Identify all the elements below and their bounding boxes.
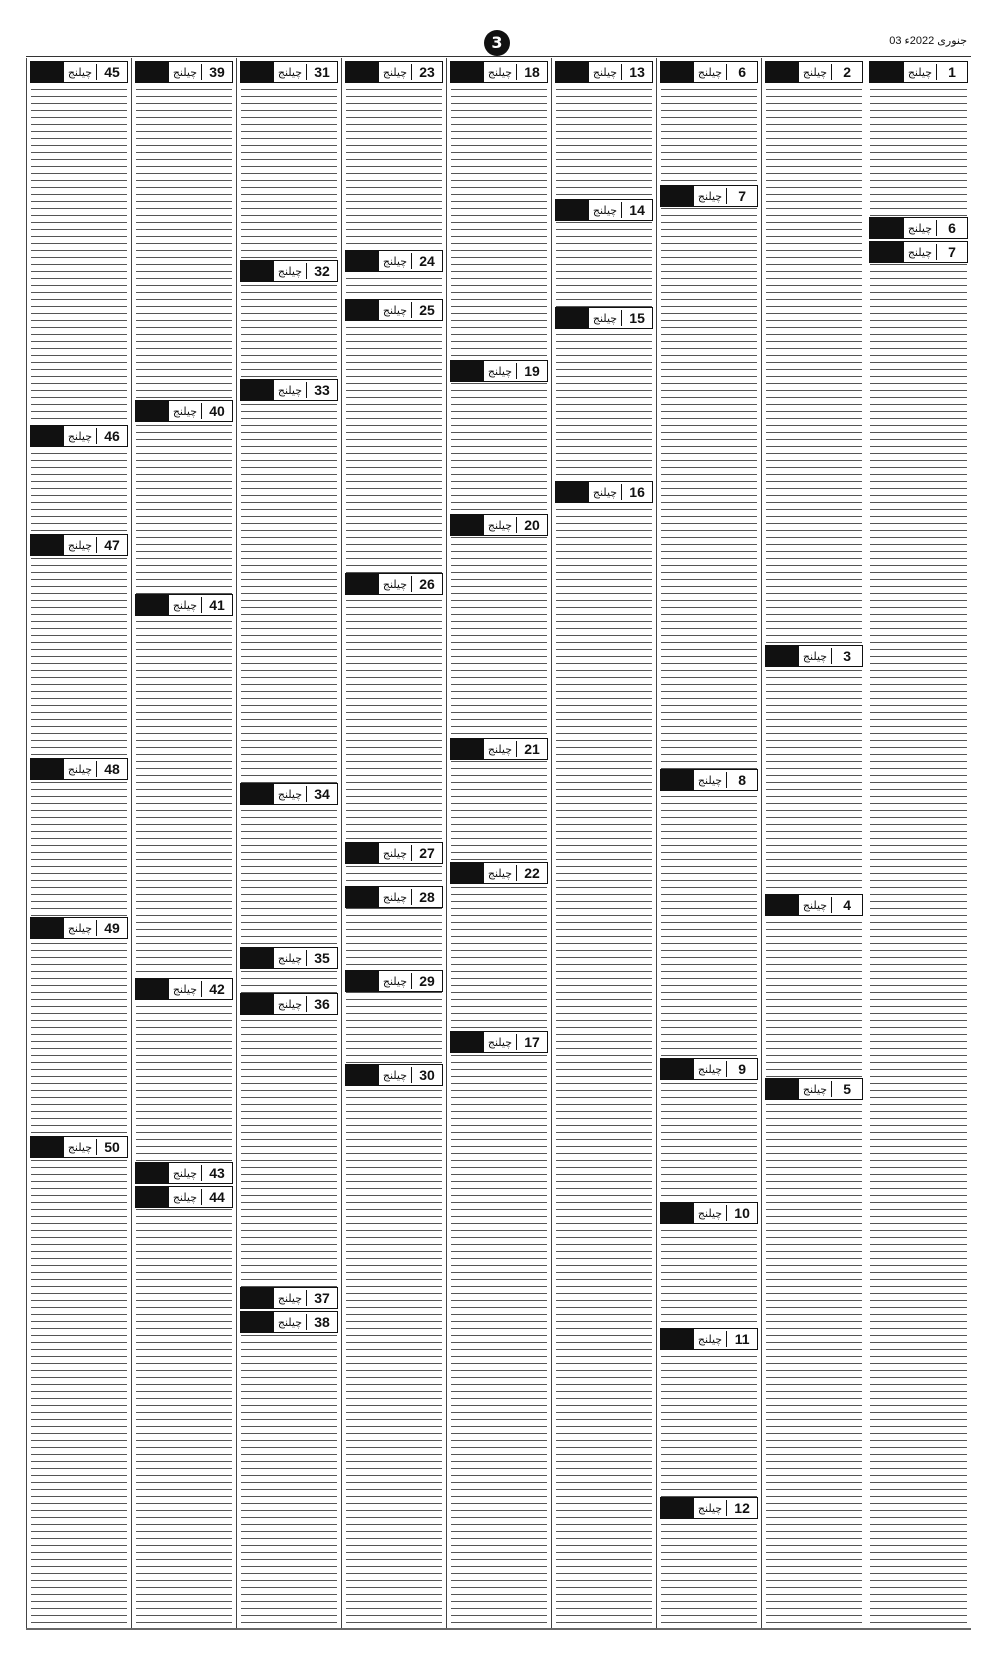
notice-body-text <box>241 971 337 993</box>
notice-label: چیلنج <box>169 599 201 612</box>
redacted-bar <box>661 62 694 82</box>
redacted-bar <box>346 574 379 594</box>
redacted-bar <box>451 361 484 381</box>
notice-body-text <box>661 1082 757 1202</box>
notice-body-text <box>31 449 127 534</box>
notice-label: چیلنج <box>379 975 411 988</box>
notice-number: 44 <box>201 1189 232 1205</box>
notice-body-text <box>346 274 442 299</box>
notice-header <box>240 379 338 401</box>
redacted-bar <box>661 1059 694 1079</box>
notice-number: 30 <box>411 1067 442 1083</box>
news-column <box>866 58 971 1628</box>
notice-body-text <box>661 793 757 1058</box>
redacted-bar <box>241 784 274 804</box>
notice-number: 36 <box>306 996 337 1012</box>
notice-body-text <box>31 558 127 758</box>
redacted-bar <box>451 62 484 82</box>
notice-label: چیلنج <box>64 66 96 79</box>
redacted-bar <box>136 401 169 421</box>
notice-columns <box>26 58 971 1628</box>
notice-body-text <box>136 1002 232 1162</box>
redacted-bar <box>661 1498 694 1518</box>
notice-label: چیلنج <box>484 519 516 532</box>
notice-number: 13 <box>621 64 652 80</box>
notice-body-text <box>556 331 652 481</box>
notice-label: چیلنج <box>589 486 621 499</box>
notice-header <box>450 360 548 382</box>
notice-number: 24 <box>411 253 442 269</box>
notice-number: 14 <box>621 202 652 218</box>
notice-header <box>30 917 128 939</box>
redacted-bar <box>346 887 379 907</box>
notice-label: چیلنج <box>379 847 411 860</box>
redacted-bar <box>556 308 589 328</box>
notice-label: چیلنج <box>694 190 726 203</box>
notice-number: 41 <box>201 597 232 613</box>
notice-number: 15 <box>621 310 652 326</box>
notice-label: چیلنج <box>169 1191 201 1204</box>
redacted-bar <box>31 1137 64 1157</box>
notice-header <box>345 573 443 595</box>
news-column <box>236 58 341 1628</box>
notice-label: چیلنج <box>589 312 621 325</box>
redacted-bar <box>451 739 484 759</box>
notice-label: چیلنج <box>64 922 96 935</box>
notice-number: 47 <box>96 537 127 553</box>
notice-body-text <box>766 85 862 645</box>
notice-header <box>765 645 863 667</box>
notice-label: چیلنج <box>484 743 516 756</box>
notice-body-text <box>346 866 442 886</box>
redacted-bar <box>556 62 589 82</box>
redacted-bar <box>346 251 379 271</box>
redacted-bar <box>661 1203 694 1223</box>
redacted-bar <box>136 979 169 999</box>
notice-number: 16 <box>621 484 652 500</box>
redacted-bar <box>661 770 694 790</box>
news-column <box>551 58 656 1628</box>
notice-label: چیلنج <box>274 384 306 397</box>
issue-date: 03 جنوری 2022ء <box>889 35 967 47</box>
notice-label: چیلنج <box>799 650 831 663</box>
redacted-bar <box>241 1288 274 1308</box>
notice-number: 45 <box>96 64 127 80</box>
notice-label: چیلنج <box>694 66 726 79</box>
notice-number: 2 <box>831 64 862 80</box>
redacted-bar <box>31 62 64 82</box>
notice-number: 48 <box>96 761 127 777</box>
redacted-bar <box>31 535 64 555</box>
notice-header <box>555 481 653 503</box>
notice-number: 19 <box>516 363 547 379</box>
notice-number: 5 <box>831 1081 862 1097</box>
notice-body-text <box>346 994 442 1064</box>
notice-body-text <box>241 85 337 260</box>
notice-header <box>450 862 548 884</box>
notice-number: 31 <box>306 64 337 80</box>
notice-header <box>240 260 338 282</box>
redacted-bar <box>556 200 589 220</box>
redacted-bar <box>766 1079 799 1099</box>
notice-body-text <box>136 424 232 594</box>
notice-header <box>660 1497 758 1519</box>
redacted-bar <box>136 595 169 615</box>
notice-header <box>450 738 548 760</box>
redacted-bar <box>451 863 484 883</box>
redacted-bar <box>870 218 904 238</box>
footer-rule <box>26 1628 971 1630</box>
news-column <box>131 58 236 1628</box>
notice-label: چیلنج <box>274 952 306 965</box>
notice-label: چیلنج <box>484 66 516 79</box>
notice-body-text <box>661 209 757 769</box>
notice-header <box>450 514 548 536</box>
notice-header <box>555 307 653 329</box>
redacted-bar <box>31 918 64 938</box>
notice-header <box>869 61 968 83</box>
notice-number: 1 <box>936 64 967 80</box>
notice-label: چیلنج <box>379 304 411 317</box>
notice-header <box>555 199 653 221</box>
notice-body-text <box>661 1352 757 1497</box>
notice-label: چیلنج <box>274 788 306 801</box>
notice-header <box>135 1162 233 1184</box>
notice-number: 37 <box>306 1290 337 1306</box>
notice-number: 34 <box>306 786 337 802</box>
redacted-bar <box>346 62 379 82</box>
redacted-bar <box>661 186 694 206</box>
notice-label: چیلنج <box>484 1036 516 1049</box>
redacted-bar <box>451 1032 484 1052</box>
notice-body-text <box>451 538 547 738</box>
notice-number: 42 <box>201 981 232 997</box>
notice-label: چیلنج <box>694 774 726 787</box>
notice-header <box>660 1058 758 1080</box>
notice-number: 27 <box>411 845 442 861</box>
notice-number: 21 <box>516 741 547 757</box>
notice-body-text <box>346 85 442 250</box>
redacted-bar <box>241 948 274 968</box>
notice-header <box>240 947 338 969</box>
notice-number: 8 <box>726 772 757 788</box>
notice-header <box>660 769 758 791</box>
notice-number: 23 <box>411 64 442 80</box>
redacted-bar <box>241 261 274 281</box>
notice-header <box>555 61 653 83</box>
notice-header <box>30 534 128 556</box>
redacted-bar <box>136 62 169 82</box>
notice-body-text <box>556 223 652 307</box>
notice-body-text <box>346 910 442 970</box>
notice-label: چیلنج <box>274 998 306 1011</box>
notice-label: چیلنج <box>274 1292 306 1305</box>
notice-body-text <box>451 384 547 514</box>
notice-header <box>240 783 338 805</box>
notice-label: چیلنج <box>694 1502 726 1515</box>
notice-label: چیلنج <box>379 255 411 268</box>
notice-number: 6 <box>726 64 757 80</box>
notice-number: 4 <box>831 897 862 913</box>
notice-header <box>135 594 233 616</box>
notice-label: چیلنج <box>799 899 831 912</box>
notice-label: چیلنج <box>694 1207 726 1220</box>
notice-number: 39 <box>201 64 232 80</box>
notice-label: چیلنج <box>169 1167 201 1180</box>
notice-body-text <box>766 669 862 894</box>
notice-number: 32 <box>306 263 337 279</box>
notice-number: 29 <box>411 973 442 989</box>
notice-label: چیلنج <box>169 983 201 996</box>
redacted-bar <box>766 646 799 666</box>
notice-header <box>765 1078 863 1100</box>
notice-header <box>660 185 758 207</box>
notice-header <box>869 217 968 239</box>
notice-body-text <box>451 886 547 1031</box>
notice-body-text <box>241 807 337 947</box>
notice-number: 18 <box>516 64 547 80</box>
redacted-bar <box>766 895 799 915</box>
notice-body-text <box>661 1226 757 1328</box>
redacted-bar <box>241 994 274 1014</box>
notice-label: چیلنج <box>379 578 411 591</box>
notice-header <box>345 886 443 908</box>
notice-label: چیلنج <box>484 365 516 378</box>
notice-label: چیلنج <box>799 1083 831 1096</box>
notice-label: چیلنج <box>64 430 96 443</box>
notice-body-text <box>241 1017 337 1287</box>
notice-body-text <box>766 918 862 1078</box>
notice-header <box>345 250 443 272</box>
notice-number: 38 <box>306 1314 337 1330</box>
notice-body-text <box>31 85 127 425</box>
notice-number: 12 <box>726 1500 757 1516</box>
notice-number: 33 <box>306 382 337 398</box>
notice-body-text <box>346 597 442 842</box>
notice-header <box>30 758 128 780</box>
redacted-bar <box>241 62 274 82</box>
notice-label: چیلنج <box>274 66 306 79</box>
notice-label: چیلنج <box>694 1333 726 1346</box>
notice-label: چیلنج <box>904 222 936 235</box>
redacted-bar <box>556 482 589 502</box>
notice-header <box>240 1311 338 1333</box>
notice-header <box>135 61 233 83</box>
notice-number: 50 <box>96 1139 127 1155</box>
notice-header <box>135 1186 233 1208</box>
notice-number: 6 <box>936 220 967 236</box>
notice-number: 9 <box>726 1061 757 1077</box>
notice-number: 40 <box>201 403 232 419</box>
notice-label: چیلنج <box>799 66 831 79</box>
notice-number: 25 <box>411 302 442 318</box>
redacted-bar <box>346 843 379 863</box>
notice-label: چیلنج <box>484 867 516 880</box>
notice-body-text <box>661 85 757 185</box>
notice-header <box>765 61 863 83</box>
redacted-bar <box>870 62 904 82</box>
notice-header <box>135 400 233 422</box>
notice-label: چیلنج <box>694 1063 726 1076</box>
notice-number: 26 <box>411 576 442 592</box>
notice-number: 28 <box>411 889 442 905</box>
notice-number: 17 <box>516 1034 547 1050</box>
redacted-bar <box>346 300 379 320</box>
redacted-bar <box>31 759 64 779</box>
notice-label: چیلنج <box>274 1316 306 1329</box>
notice-header <box>30 61 128 83</box>
notice-header <box>240 1287 338 1309</box>
notice-body-text <box>451 762 547 862</box>
notice-header <box>660 1328 758 1350</box>
redacted-bar <box>136 1187 169 1207</box>
notice-header <box>345 1064 443 1086</box>
news-column <box>761 58 866 1628</box>
redacted-bar <box>346 1065 379 1085</box>
notice-label: چیلنج <box>64 1141 96 1154</box>
notice-body-text <box>136 618 232 978</box>
notice-label: چیلنج <box>904 246 936 259</box>
header-rule <box>26 56 971 57</box>
redacted-bar <box>241 1312 274 1332</box>
notice-header <box>345 842 443 864</box>
notice-number: 7 <box>726 188 757 204</box>
redacted-bar <box>31 426 64 446</box>
notice-label: چیلنج <box>64 539 96 552</box>
redacted-bar <box>766 62 799 82</box>
notice-number: 46 <box>96 428 127 444</box>
news-column <box>341 58 446 1628</box>
notice-number: 43 <box>201 1165 232 1181</box>
notice-header <box>869 241 968 263</box>
notice-label: چیلنج <box>169 66 201 79</box>
redacted-bar <box>451 515 484 535</box>
news-column <box>656 58 761 1628</box>
notice-body-text <box>556 85 652 199</box>
notice-header <box>450 61 548 83</box>
notice-label: چیلنج <box>169 405 201 418</box>
notice-number: 49 <box>96 920 127 936</box>
news-column <box>26 58 131 1628</box>
notice-body-text <box>31 941 127 1136</box>
notice-label: چیلنج <box>589 66 621 79</box>
notice-number: 3 <box>831 648 862 664</box>
notice-header <box>450 1031 548 1053</box>
redacted-bar <box>346 971 379 991</box>
notice-body-text <box>136 85 232 400</box>
news-column <box>446 58 551 1628</box>
notice-number: 7 <box>936 244 967 260</box>
redacted-bar <box>661 1329 694 1349</box>
notice-body-text <box>870 85 967 217</box>
notice-header <box>30 1136 128 1158</box>
notice-number: 10 <box>726 1205 757 1221</box>
redacted-bar <box>136 1163 169 1183</box>
notice-header <box>765 894 863 916</box>
notice-header <box>240 993 338 1015</box>
notice-body-text <box>346 323 442 573</box>
redacted-bar <box>870 242 904 262</box>
notice-number: 20 <box>516 517 547 533</box>
notice-label: چیلنج <box>589 204 621 217</box>
notice-header <box>240 61 338 83</box>
notice-header <box>345 299 443 321</box>
notice-body-text <box>451 85 547 360</box>
notice-body-text <box>241 284 337 379</box>
notice-body-text <box>241 403 337 783</box>
notice-number: 22 <box>516 865 547 881</box>
notice-label: چیلنج <box>379 1069 411 1082</box>
notice-header <box>345 61 443 83</box>
notice-body-text <box>31 782 127 917</box>
notice-label: چیلنج <box>379 891 411 904</box>
notice-label: چیلنج <box>904 66 936 79</box>
redacted-bar <box>241 380 274 400</box>
notice-header <box>135 978 233 1000</box>
page-number: 3 <box>484 30 510 56</box>
notice-header <box>660 1202 758 1224</box>
notice-header <box>30 425 128 447</box>
notice-number: 35 <box>306 950 337 966</box>
notice-label: چیلنج <box>379 66 411 79</box>
notice-header <box>660 61 758 83</box>
notice-number: 11 <box>726 1331 757 1347</box>
notice-label: چیلنج <box>64 763 96 776</box>
notice-header <box>345 970 443 992</box>
notice-label: چیلنج <box>274 265 306 278</box>
